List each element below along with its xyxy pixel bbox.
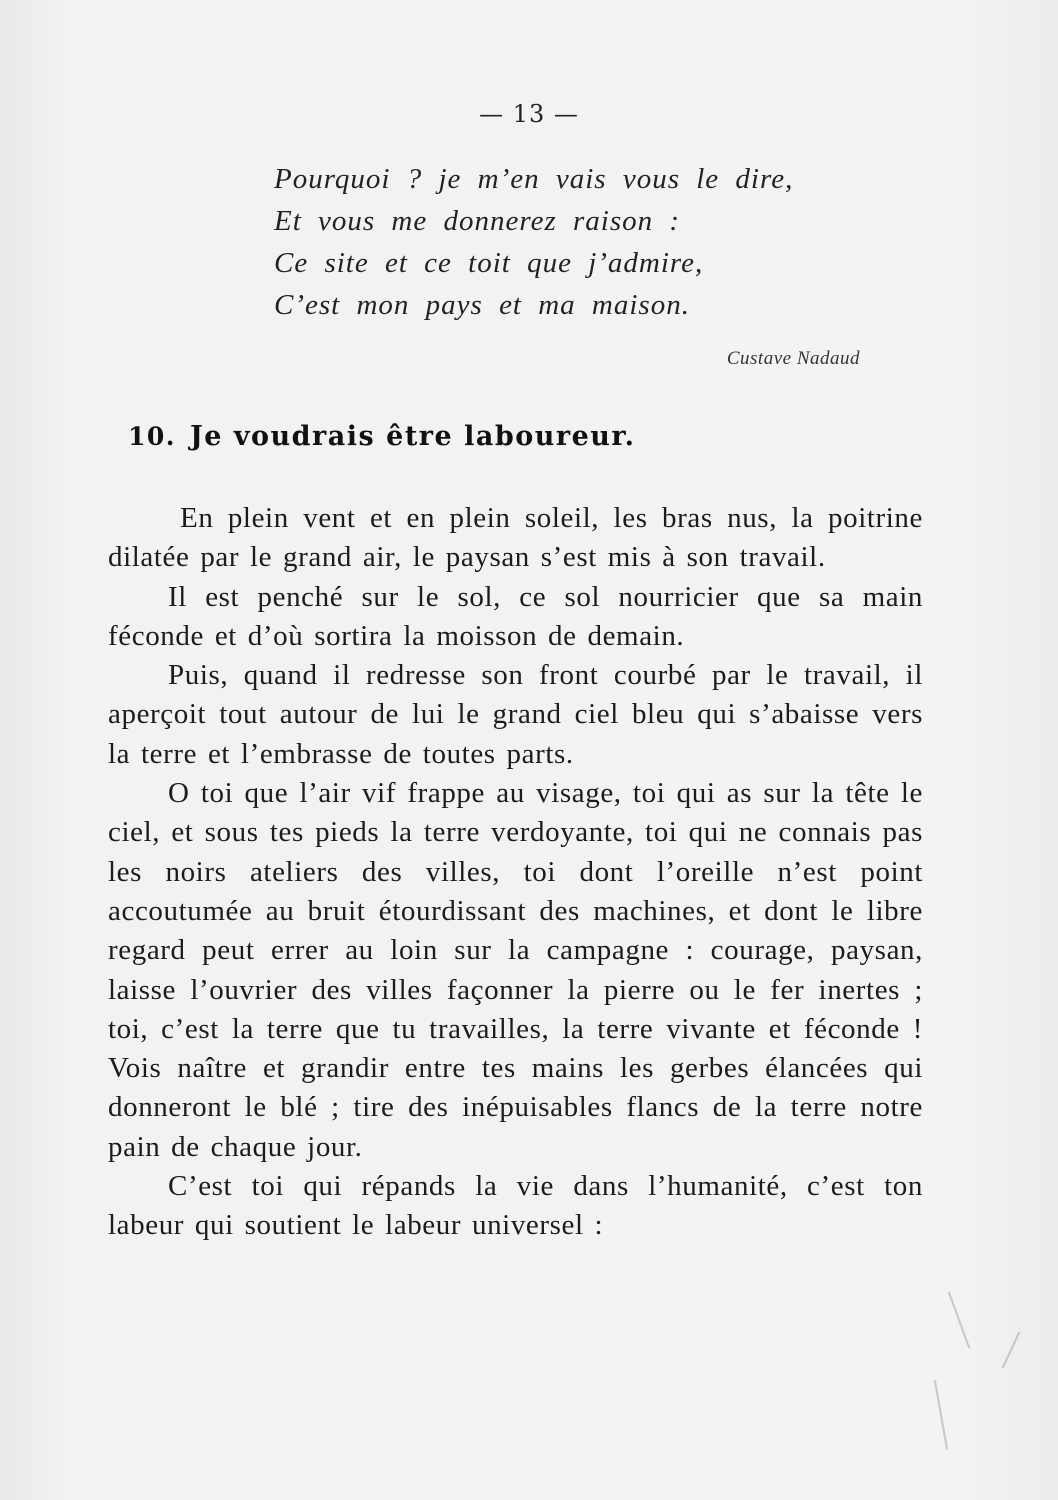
poem-author: Custave Nadaud — [726, 348, 860, 369]
section-body — [108, 499, 923, 1246]
paragraph: O toi que l’air vif frappe au visage, toi qui as sur la tête le ciel, et sous tes pieds la terre verdoyante, toi qui ne connais pas les noirs ateliers des villes, toi dont l’oreille n’est point accoutumée au bruit étourdissant des machines, et dont le libre regard peut errer au loin sur la campagne : courage, paysan, laisse l’ouvrier des villes façonner la pierre ou le fer inertes ; toi, c’est la terre que tu travailles, la terre vivante et féconde ! Vois naître et grandir entre tes mains les gerbes élancées qui donneront le blé ; tire des inépuisables flancs de la terre notre pain de chaque jour. — [108, 777, 923, 1163]
section-heading — [128, 421, 636, 452]
poem-stanza — [274, 158, 874, 326]
poem-line: Pourquoi ? je m’en vais vous le dire, — [274, 163, 794, 195]
page-number: — 13 — — [479, 100, 579, 128]
section-title: Je voudrais être laboureur. — [190, 421, 636, 452]
paragraph: Il est penché sur le sol, ce sol nourricier que sa main féconde et d’où sortira la moisson de demain. — [108, 580, 923, 652]
paragraph: C’est toi qui répands la vie dans l’humanité, c’est ton labeur qui soutient le labeur universel : — [108, 1170, 923, 1242]
scan-mark — [934, 1380, 948, 1449]
scan-mark — [1002, 1331, 1021, 1368]
section-number: 10. — [128, 422, 176, 451]
paragraph: En plein vent et en plein soleil, les bras nus, la poitrine dilatée par le grand air, le paysan s’est mis à son travail. — [108, 502, 923, 574]
poem-line: Ce site et ce toit que j’admire, — [274, 247, 704, 279]
poem-line: Et vous me donnerez raison : — [274, 205, 681, 237]
poem-line: C’est mon pays et ma maison. — [274, 289, 690, 321]
scan-mark — [948, 1291, 970, 1348]
paragraph: Puis, quand il redresse son front courbé par le travail, il aperçoit tout autour de lui le grand ciel bleu qui s’abaisse vers la terre et l’embrasse de toutes parts. — [108, 659, 923, 770]
